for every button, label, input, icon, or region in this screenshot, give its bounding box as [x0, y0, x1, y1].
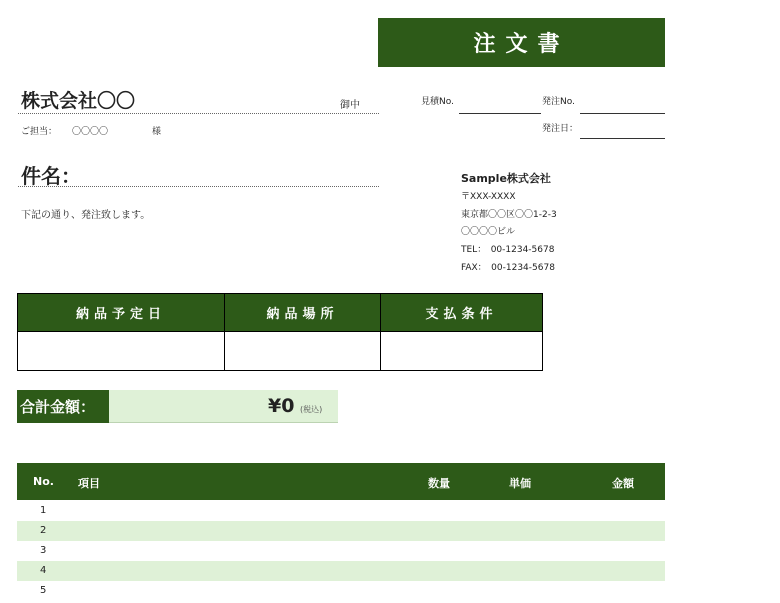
- company-fax: FAX： 00-1234-5678: [461, 263, 555, 273]
- col-no: No.: [33, 475, 54, 488]
- document-title: 注文書: [378, 18, 665, 67]
- order-date-field[interactable]: [580, 138, 665, 139]
- col-item: 項目: [78, 477, 100, 490]
- client-underline: [18, 113, 379, 114]
- info-table-header-row: [18, 294, 543, 332]
- contact-name: 〇〇〇〇: [72, 127, 109, 137]
- payment-terms-cell[interactable]: [381, 332, 543, 371]
- item-row[interactable]: [17, 521, 665, 541]
- total-amount: ¥0: [268, 395, 295, 417]
- company-postal: 〒XXX-XXXX: [461, 192, 516, 202]
- delivery-info-table: [17, 293, 543, 371]
- estimate-no-field[interactable]: [459, 113, 541, 114]
- order-no-label: 発注No.: [542, 97, 575, 107]
- order-message: 下記の通り、発注致します。: [21, 210, 151, 221]
- header-payment-terms: 支払条件: [381, 294, 543, 332]
- contact-label: ご担当：: [21, 127, 58, 137]
- company-address: 東京都〇〇区〇〇1-2-3: [461, 210, 557, 220]
- col-amount: 金額: [612, 477, 634, 490]
- row-number: 1: [40, 505, 47, 516]
- tax-note: (税込): [300, 405, 323, 414]
- subject-underline: [18, 186, 379, 187]
- estimate-no-label: 見積No.: [421, 97, 454, 107]
- order-date-label: 発注日：: [542, 124, 579, 134]
- items-table-header: [17, 463, 665, 500]
- info-table-value-row: [18, 332, 543, 371]
- row-number: 5: [40, 585, 47, 596]
- item-row[interactable]: [17, 541, 665, 561]
- row-number: 4: [40, 565, 47, 576]
- client-honorific: 御中: [340, 100, 360, 111]
- delivery-place-cell[interactable]: [225, 332, 381, 371]
- row-number: 3: [40, 545, 47, 556]
- item-row[interactable]: [17, 581, 665, 601]
- order-no-field[interactable]: [580, 113, 665, 114]
- col-unit-price: 単価: [509, 477, 531, 490]
- row-number: 2: [40, 525, 47, 536]
- header-delivery-date: 納品予定日: [18, 294, 225, 332]
- item-row[interactable]: [17, 501, 665, 521]
- total-label: 合計金額：: [17, 390, 109, 423]
- company-building: 〇〇〇〇ビル: [461, 227, 516, 237]
- header-delivery-place: 納品場所: [225, 294, 381, 332]
- col-quantity: 数量: [428, 477, 450, 490]
- delivery-date-cell[interactable]: [18, 332, 225, 371]
- contact-honorific: 様: [152, 127, 162, 137]
- client-name: 株式会社〇〇: [21, 90, 136, 112]
- subject-label: 件名：: [21, 164, 81, 188]
- company-tel: TEL： 00-1234-5678: [461, 245, 555, 255]
- item-row[interactable]: [17, 561, 665, 581]
- company-name: Sample株式会社: [461, 172, 551, 185]
